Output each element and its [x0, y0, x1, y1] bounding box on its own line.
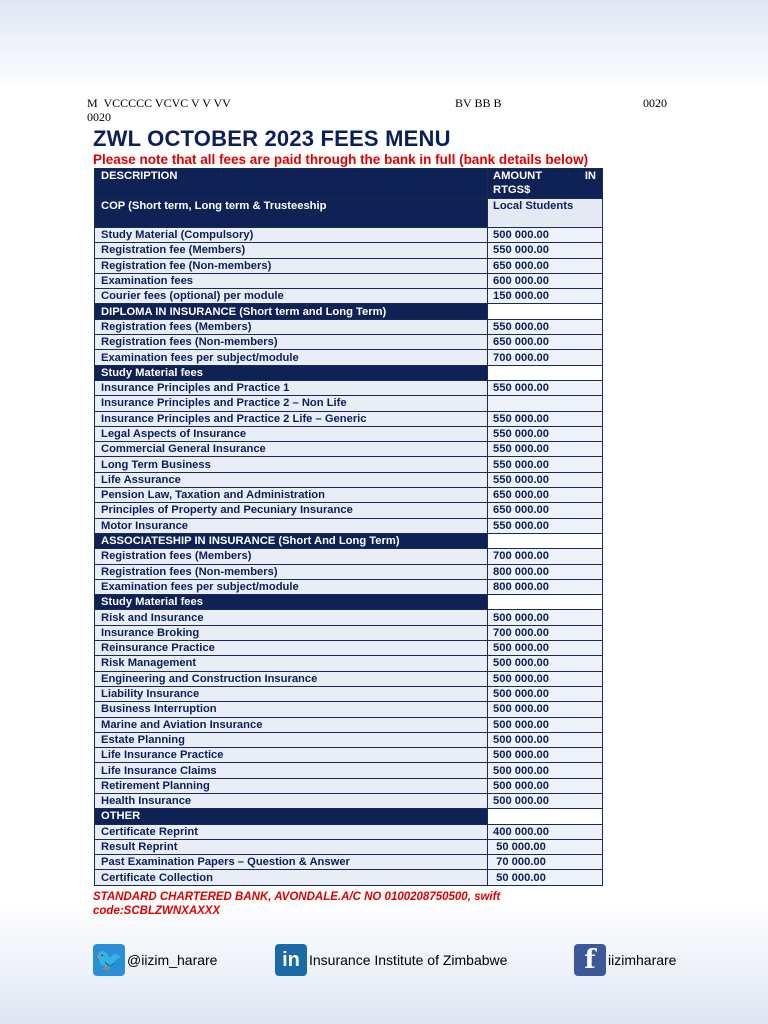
fee-description: Legal Aspects of Insurance [95, 426, 488, 441]
fee-description: Past Examination Papers – Question & Answer [95, 855, 488, 870]
fee-amount: 50 000.00 [488, 839, 603, 854]
fee-description: Motor Insurance [95, 518, 488, 533]
header-right-text: 0020 [643, 96, 667, 110]
fee-description: Insurance Principles and Practice 1 [95, 380, 488, 395]
fee-amount: 700 000.00 [488, 625, 603, 640]
fee-amount: 500 000.00 [488, 656, 603, 671]
associate-material-section-row [95, 595, 603, 610]
fee-description: Insurance Broking [95, 625, 488, 640]
fee-description: Long Term Business [95, 457, 488, 472]
fee-description: Certificate Collection [95, 870, 488, 885]
fee-amount: 800 000.00 [488, 564, 603, 579]
fee-amount: 700 000.00 [488, 549, 603, 564]
fee-amount: 650 000.00 [488, 258, 603, 273]
header-left-text: M VCCCCC VCVC V V VV [87, 96, 231, 110]
table-row [95, 763, 603, 778]
other-section-row-amount-blank [488, 809, 603, 824]
fee-amount: 550 000.00 [488, 426, 603, 441]
fee-amount: 500 000.00 [488, 610, 603, 625]
fee-amount: 550 000.00 [488, 411, 603, 426]
fee-description: Examination fees [95, 273, 488, 288]
fee-description: Examination fees per subject/module [95, 350, 488, 365]
cop-section-row [95, 199, 603, 228]
fee-description: Registration fee (Non-members) [95, 258, 488, 273]
table-row [95, 748, 603, 763]
table-row [95, 564, 603, 579]
table-row [95, 396, 603, 411]
fee-amount: 550 000.00 [488, 442, 603, 457]
facebook-label: iizimharare [608, 952, 677, 968]
associate-section-row-title: ASSOCIATESHIP IN INSURANCE (Short And Long Term) [95, 533, 488, 548]
fee-amount: 550 000.00 [488, 457, 603, 472]
table-row [95, 610, 603, 625]
fee-description: Life Insurance Practice [95, 748, 488, 763]
fee-description: Insurance Principles and Practice 2 – Non Life [95, 396, 488, 411]
fee-amount: 500 000.00 [488, 228, 603, 243]
column-header-amount [488, 169, 603, 199]
fee-description: Liability Insurance [95, 686, 488, 701]
table-row [95, 273, 603, 288]
table-row [95, 732, 603, 747]
header-second-line: 0020 [87, 110, 111, 124]
associate-section-row-amount-blank [488, 533, 603, 548]
fee-amount: 500 000.00 [488, 793, 603, 808]
fee-description: Life Insurance Claims [95, 763, 488, 778]
twitter-link[interactable] [93, 942, 217, 978]
fee-description: Certificate Reprint [95, 824, 488, 839]
table-row [95, 319, 603, 334]
associate-section-row [95, 533, 603, 548]
fee-description: Risk Management [95, 656, 488, 671]
other-section-row [95, 809, 603, 824]
diploma-material-section-row-title: Study Material fees [95, 365, 488, 380]
fee-amount: 550 000.00 [488, 319, 603, 334]
table-row [95, 855, 603, 870]
fee-description: Estate Planning [95, 732, 488, 747]
currency-label: RTGS$ [493, 184, 531, 196]
fee-amount: 150 000.00 [488, 289, 603, 304]
fee-description: Engineering and Construction Insurance [95, 671, 488, 686]
linkedin-link[interactable] [275, 942, 507, 978]
fee-amount: 550 000.00 [488, 380, 603, 395]
table-row [95, 579, 603, 594]
fee-description: Courier fees (optional) per module [95, 289, 488, 304]
facebook-icon: f [574, 944, 606, 976]
fee-amount: 650 000.00 [488, 335, 603, 350]
table-row [95, 335, 603, 350]
table-row [95, 549, 603, 564]
fees-table [94, 168, 603, 886]
fee-amount: 500 000.00 [488, 732, 603, 747]
fee-amount: 550 000.00 [488, 518, 603, 533]
fee-description: Health Insurance [95, 793, 488, 808]
facebook-link[interactable] [574, 942, 676, 978]
table-row [95, 717, 603, 732]
linkedin-icon: in [275, 944, 307, 976]
fee-amount: 400 000.00 [488, 824, 603, 839]
table-row [95, 457, 603, 472]
table-header-row [95, 169, 603, 199]
fee-description: Risk and Insurance [95, 610, 488, 625]
linkedin-label: Insurance Institute of Zimbabwe [309, 952, 508, 968]
fee-amount: 500 000.00 [488, 748, 603, 763]
table-row [95, 671, 603, 686]
table-row [95, 258, 603, 273]
table-row [95, 870, 603, 885]
bank-details: STANDARD CHARTERED BANK, AVONDALE.A/C NO 0100208750500, swift code:SCBLZWNXAXXX [93, 891, 501, 917]
diploma-material-section-row-amount-blank [488, 365, 603, 380]
fee-amount: 500 000.00 [488, 717, 603, 732]
table-row [95, 824, 603, 839]
fee-description: Registration fees (Members) [95, 549, 488, 564]
fee-description: Business Interruption [95, 702, 488, 717]
table-row [95, 488, 603, 503]
fee-description: Registration fees (Non-members) [95, 335, 488, 350]
table-row [95, 289, 603, 304]
fee-amount: 500 000.00 [488, 686, 603, 701]
table-row [95, 228, 603, 243]
fee-amount [488, 396, 603, 411]
page-title: ZWL OCTOBER 2023 FEES MENU [93, 126, 451, 151]
associate-material-section-row-amount-blank [488, 595, 603, 610]
header-middle-text: BV BB B [455, 96, 502, 110]
fee-description: Study Material (Compulsory) [95, 228, 488, 243]
associate-material-section-row-title: Study Material fees [95, 595, 488, 610]
fee-description: Result Reprint [95, 839, 488, 854]
fee-description: Registration fees (Non-members) [95, 564, 488, 579]
fee-amount: 600 000.00 [488, 273, 603, 288]
diploma-section-row-amount-blank [488, 304, 603, 319]
fee-description: Reinsurance Practice [95, 641, 488, 656]
fee-description: Examination fees per subject/module [95, 579, 488, 594]
table-row [95, 411, 603, 426]
fee-amount: 650 000.00 [488, 488, 603, 503]
table-row [95, 839, 603, 854]
table-row [95, 243, 603, 258]
fee-amount: 800 000.00 [488, 579, 603, 594]
fee-amount: 500 000.00 [488, 778, 603, 793]
fee-description: Registration fees (Members) [95, 319, 488, 334]
fee-amount: 500 000.00 [488, 702, 603, 717]
table-row [95, 686, 603, 701]
fee-amount: 550 000.00 [488, 472, 603, 487]
fee-description: Commercial General Insurance [95, 442, 488, 457]
cop-amount-label: Local Students [488, 199, 603, 228]
fee-amount: 700 000.00 [488, 350, 603, 365]
cop-section-title: COP (Short term, Long term & Trusteeship [95, 199, 488, 228]
table-row [95, 778, 603, 793]
table-row [95, 350, 603, 365]
twitter-icon: 🐦 [93, 944, 125, 976]
diploma-material-section-row [95, 365, 603, 380]
fee-amount: 500 000.00 [488, 641, 603, 656]
fee-description: Insurance Principles and Practice 2 Life – Generic [95, 411, 488, 426]
fee-description: Principles of Property and Pecuniary Insurance [95, 503, 488, 518]
amount-in-label: IN [584, 170, 596, 182]
other-section-row-title: OTHER [95, 809, 488, 824]
diploma-section-row-title: DIPLOMA IN INSURANCE (Short term and Long Term) [95, 304, 488, 319]
fee-description: Marine and Aviation Insurance [95, 717, 488, 732]
fee-amount: 70 000.00 [488, 855, 603, 870]
table-row [95, 442, 603, 457]
amount-label: AMOUNT [493, 170, 543, 182]
column-header-description: DESCRIPTION [95, 169, 488, 199]
twitter-handle: @iizim_harare [127, 952, 218, 968]
table-row [95, 380, 603, 395]
fee-amount: 500 000.00 [488, 671, 603, 686]
table-row [95, 702, 603, 717]
fee-description: Retirement Planning [95, 778, 488, 793]
fee-description: Life Assurance [95, 472, 488, 487]
fee-amount: 650 000.00 [488, 503, 603, 518]
table-row [95, 625, 603, 640]
table-row [95, 641, 603, 656]
table-row [95, 518, 603, 533]
table-row [95, 793, 603, 808]
table-row [95, 656, 603, 671]
table-row [95, 426, 603, 441]
table-row [95, 472, 603, 487]
table-row [95, 503, 603, 518]
fee-amount: 50 000.00 [488, 870, 603, 885]
diploma-section-row [95, 304, 603, 319]
payment-note: Please note that all fees are paid through the bank in full (bank details below) [93, 152, 589, 167]
fee-description: Pension Law, Taxation and Administration [95, 488, 488, 503]
fee-amount: 500 000.00 [488, 763, 603, 778]
fee-description: Registration fee (Members) [95, 243, 488, 258]
fee-amount: 550 000.00 [488, 243, 603, 258]
